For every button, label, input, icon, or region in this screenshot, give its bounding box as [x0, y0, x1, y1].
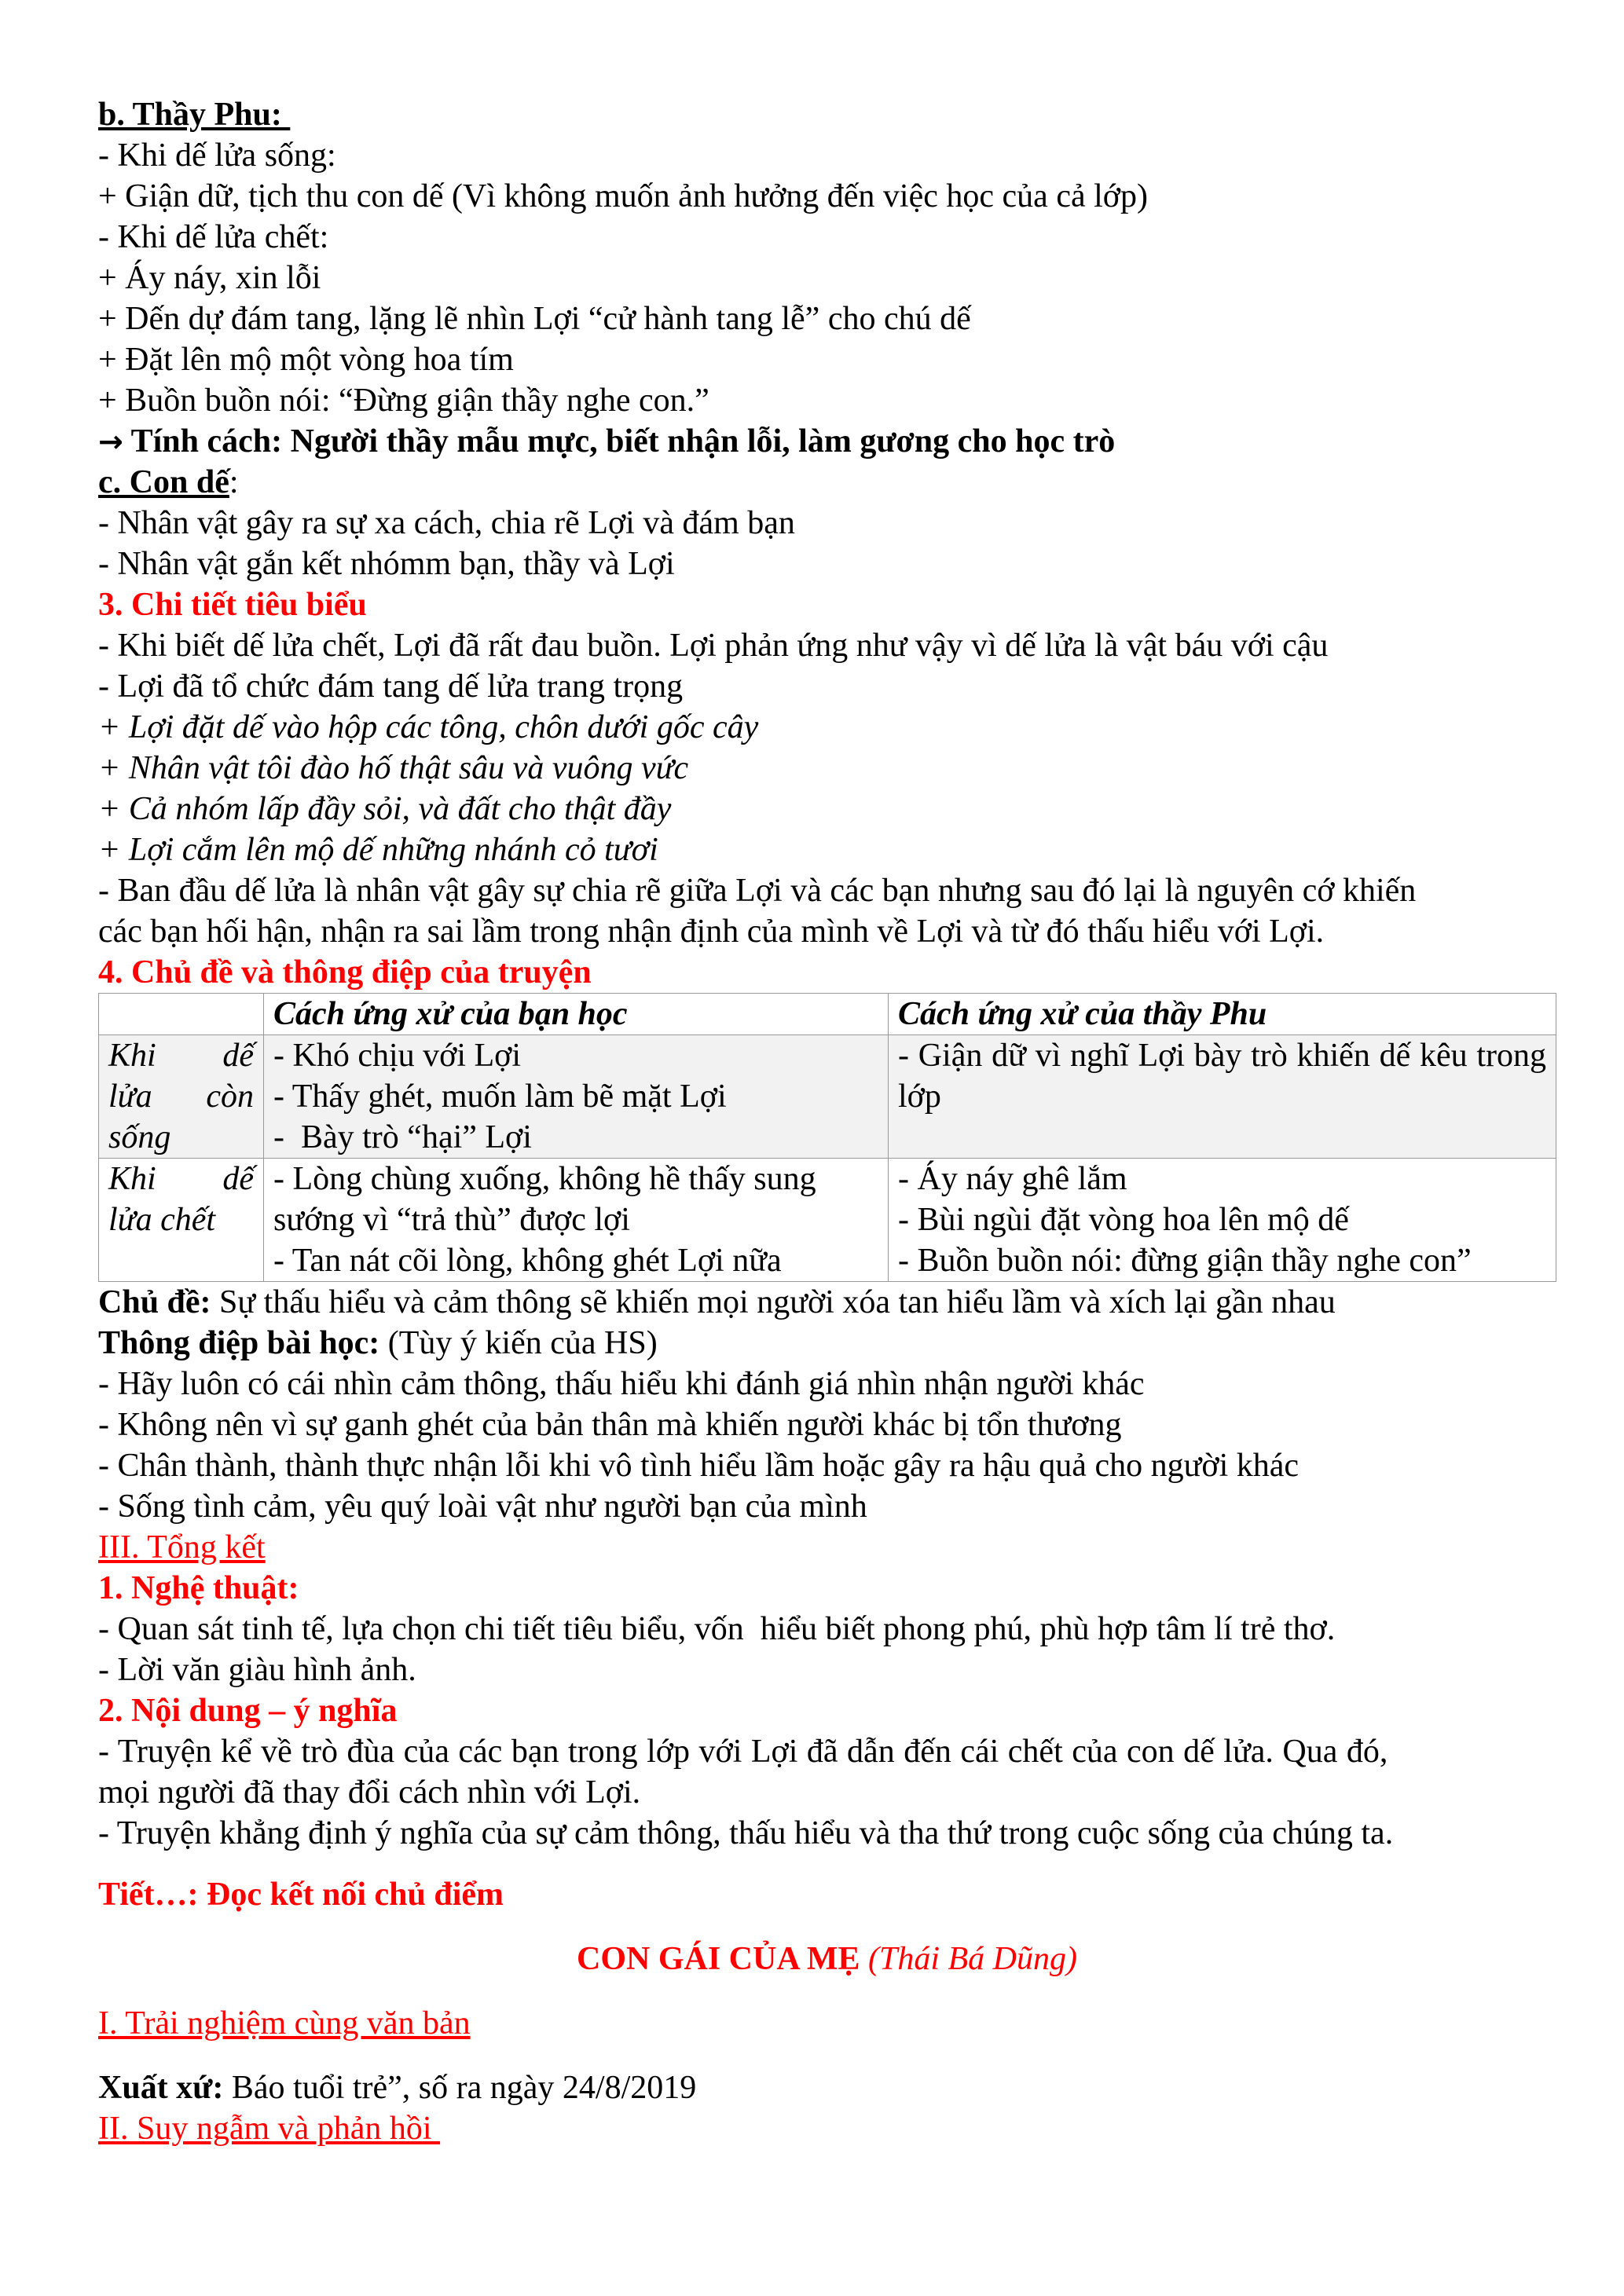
spacer: [98, 1854, 1556, 1874]
section-b-line: + Đặt lên mộ một vòng hoa tím: [98, 342, 514, 378]
table-header-empty: [99, 994, 264, 1035]
message-text: (Tùy ý kiến của HS): [379, 1325, 658, 1361]
row-label-line: lửa chết: [108, 1202, 216, 1238]
content-line: mọi người đã thay đổi cách nhìn với Lợi.: [98, 1774, 641, 1811]
section-3-paragraph-line: các bạn hối hận, nhận ra sai lầm trong nhận định của mình về Lợi và từ đó thấu hiểu với Lợi.: [98, 914, 1325, 950]
section-II-heading: II. Suy ngẫm và phản hồi: [98, 2111, 441, 2147]
section-4-heading: 4. Chủ đề và thông điệp của truyện: [98, 954, 592, 991]
row-label-line: Khi dế: [108, 1161, 254, 1197]
message-line: [98, 1323, 1556, 1364]
table-row: [99, 1159, 1556, 1282]
art-line: - Quan sát tinh tế, lựa chọn chi tiết tiêu biểu, vốn hiểu biết phong phú, phù hợp tâm lí trẻ thơ.: [98, 1611, 1336, 1647]
content-line: - Truyện kể về trò đùa của các bạn trong lớp với Lợi đã dẫn đến cái chết của con dế lửa. Qua đó,: [98, 1734, 1388, 1770]
section-I-heading: I. Trải nghiệm cùng văn bản: [98, 2005, 471, 2041]
section-b-line: + Giận dữ, tịch thu con dế (Vì không muốn ảnh hưởng đến việc học của cả lớp): [98, 178, 1148, 214]
friends-cell: [264, 1035, 889, 1159]
section-b-line: + Buồn buồn nói: “Đừng giận thầy nghe con.”: [98, 383, 709, 419]
origin-line: [98, 2067, 1556, 2108]
lesson-title-line: [98, 1939, 1556, 1979]
friends-cell: [264, 1159, 889, 1282]
art-heading: 1. Nghệ thuật:: [98, 1570, 299, 1606]
row-label: [99, 1159, 264, 1282]
theme-label: Chủ đề:: [98, 1284, 211, 1320]
cell-line: - Giận dữ vì nghĩ Lợi bày trò khiến dế kêu trong lớp: [898, 1038, 1546, 1115]
row-label: [99, 1035, 264, 1159]
table-header-row: [99, 994, 1556, 1035]
lesson-author: (Thái Bá Dũng): [860, 1941, 1077, 1977]
section-b-heading: b. Thầy Phu:: [98, 97, 291, 133]
table-row: [99, 1035, 1556, 1159]
table-header-teacher: Cách ứng xử của thầy Phu: [889, 994, 1556, 1035]
cell-line: - Thấy ghét, muốn làm bẽ mặt Lợi: [273, 1078, 727, 1115]
section-b-line: + Áy náy, xin lỗi: [98, 260, 321, 296]
arrow-right-icon: →: [98, 424, 123, 459]
behavior-table: [98, 993, 1556, 1282]
row-label-line: Khi dế: [108, 1038, 254, 1074]
cell-line: - Lòng chùng xuống, không hề thấy sung sướng vì “trả thù” được lợi: [273, 1161, 816, 1238]
section-3-heading: 3. Chi tiết tiêu biểu: [98, 587, 367, 623]
spacer: [98, 2044, 1556, 2067]
lesson-title: CON GÁI CỦA MẸ: [576, 1941, 860, 1977]
section-c-title: c. Con dế: [98, 464, 229, 500]
section-III-heading: III. Tổng kết: [98, 1529, 266, 1565]
cell-line: - Áy náy ghê lắm: [898, 1161, 1127, 1197]
section-b-line: - Khi dế lửa sống:: [98, 137, 336, 174]
cell-line: - Bùi ngùi đặt vòng hoa lên mộ dế: [898, 1202, 1349, 1238]
section-3-italic-line: + Cả nhóm lấp đầy sỏi, và đất cho thật đầy: [98, 791, 672, 827]
spacer: [98, 1915, 1556, 1939]
section-3-italic-line: + Lợi đặt dế vào hộp các tông, chôn dưới gốc cây: [98, 709, 759, 745]
message-item: - Hãy luôn có cái nhìn cảm thông, thấu hiểu khi đánh giá nhìn nhận người khác: [98, 1366, 1145, 1402]
section-3-line: - Khi biết dế lửa chết, Lợi đã rất đau buồn. Lợi phản ứng như vậy vì dế lửa là vật báu với cậu: [98, 628, 1329, 664]
teacher-cell: [889, 1035, 1556, 1159]
theme-line: [98, 1282, 1556, 1323]
content-line: - Truyện khẳng định ý nghĩa của sự cảm thông, thấu hiểu và tha thứ trong cuộc sống của chúng ta.: [98, 1815, 1394, 1851]
row-label-line: lửa còn: [108, 1078, 254, 1115]
teacher-cell: [889, 1159, 1556, 1282]
message-item: - Chân thành, thành thực nhận lỗi khi vô tình hiểu lầm hoặc gây ra hậu quả cho người khác: [98, 1448, 1300, 1484]
section-c-heading: [98, 462, 1556, 503]
cell-line: - Buồn buồn nói: đừng giận thầy nghe con”: [898, 1243, 1472, 1279]
section-c-colon: :: [229, 464, 239, 500]
origin-label: Xuất xứ:: [98, 2070, 224, 2106]
spacer: [98, 1979, 1556, 2003]
lesson-period: Tiết…: Đọc kết nối chủ điểm: [98, 1877, 504, 1913]
section-c-line: - Nhân vật gắn kết nhómm bạn, thầy và Lợi: [98, 546, 675, 582]
section-3-paragraph-line: - Ban đầu dế lửa là nhân vật gây sự chia rẽ giữa Lợi và các bạn nhưng sau đó lại là nguyên cớ khiến: [98, 873, 1417, 909]
content-heading: 2. Nội dung – ý nghĩa: [98, 1693, 398, 1729]
section-3-line: - Lợi đã tổ chức đám tang dế lửa trang trọng: [98, 668, 684, 705]
table-header-friends: Cách ứng xử của bạn học: [264, 994, 889, 1035]
theme-text: Sự thấu hiểu và cảm thông sẽ khiến mọi người xóa tan hiểu lầm và xích lại gần nhau: [211, 1284, 1336, 1320]
cell-line: - Khó chịu với Lợi: [273, 1038, 522, 1074]
message-item: - Sống tình cảm, yêu quý loài vật như người bạn của mình: [98, 1489, 867, 1525]
section-b-line: + Dến dự đám tang, lặng lẽ nhìn Lợi “cử hành tang lễ” cho chú dế: [98, 301, 971, 337]
conclusion-text: Tính cách: Người thầy mẫu mực, biết nhận lỗi, làm gương cho học trò: [123, 423, 1116, 460]
document-page: [98, 94, 1556, 2149]
cell-line: - Tan nát cõi lòng, không ghét Lợi nữa: [273, 1243, 782, 1279]
section-b-line: - Khi dế lửa chết:: [98, 219, 329, 255]
message-item: - Không nên vì sự ganh ghét của bản thân mà khiến người khác bị tổn thương: [98, 1407, 1122, 1443]
section-3-italic-line: + Nhân vật tôi đào hố thật sâu và vuông vức: [98, 750, 689, 786]
section-3-italic-line: + Lợi cắm lên mộ dế những nhánh cỏ tươi: [98, 832, 658, 868]
section-b-conclusion: [98, 421, 1556, 462]
origin-text: Báo tuổi trẻ”, số ra ngày 24/8/2019: [223, 2070, 697, 2106]
message-label: Thông điệp bài học:: [98, 1325, 380, 1361]
art-line: - Lời văn giàu hình ảnh.: [98, 1652, 416, 1688]
section-c-line: - Nhân vật gây ra sự xa cách, chia rẽ Lợi và đám bạn: [98, 505, 795, 541]
cell-line: - Bày trò “hại” Lợi: [273, 1119, 532, 1155]
row-label-line: sống: [108, 1119, 171, 1155]
